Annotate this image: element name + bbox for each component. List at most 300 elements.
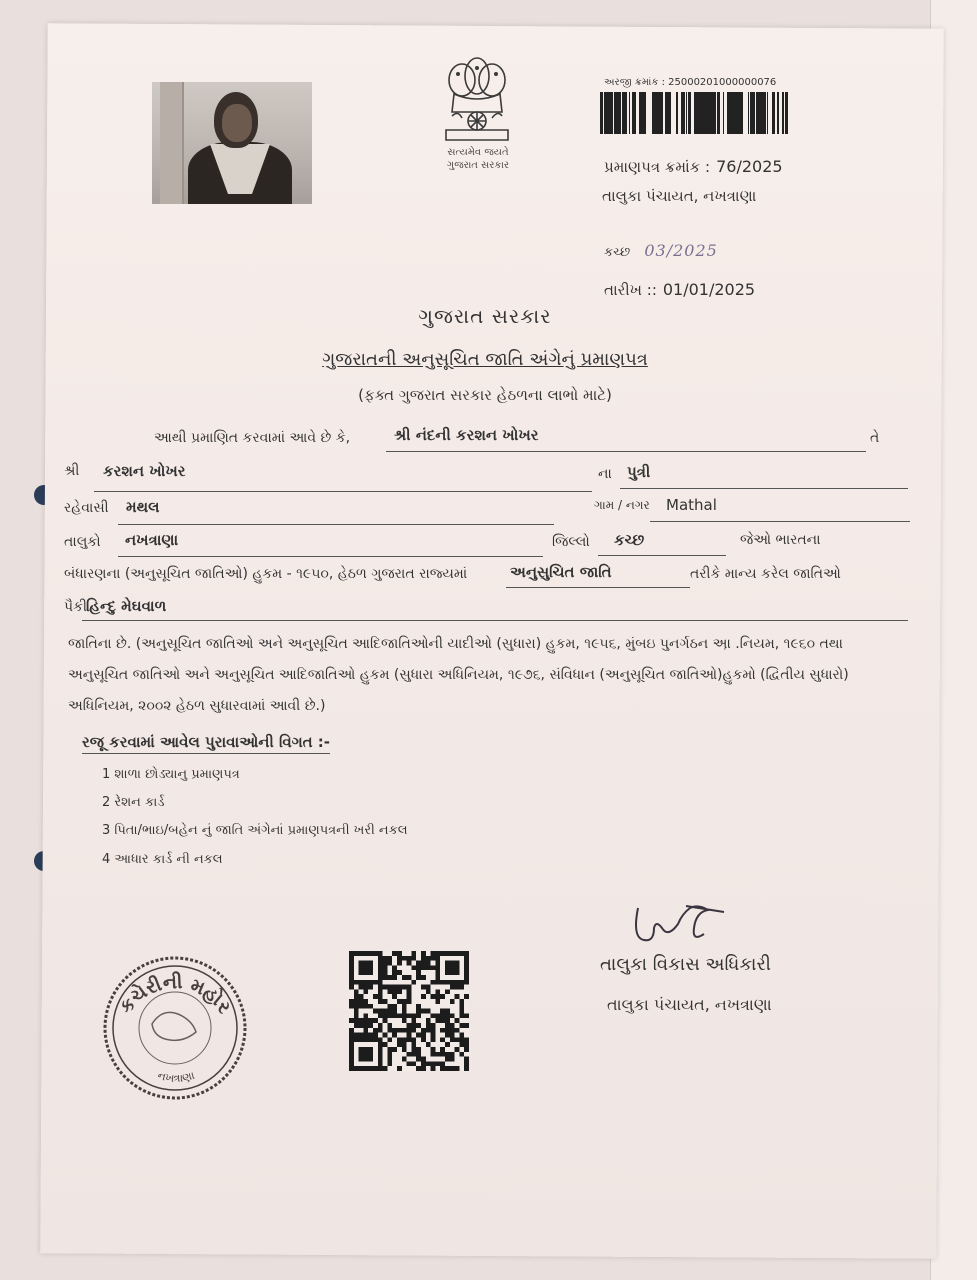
barcode-bar (727, 92, 729, 134)
qr-module (402, 1042, 407, 1047)
barcode-bar (689, 92, 690, 134)
barcode-bar (616, 92, 618, 134)
barcode-bar (676, 92, 677, 134)
qr-module (450, 1052, 455, 1057)
qr-module (373, 1009, 378, 1014)
svg-text:કચેરીની મહોર (115, 971, 236, 1018)
qr-module (407, 989, 412, 994)
evidence-item: 1 શાળા છોડ્યાનુ પ્રમાણપત્ર (102, 767, 240, 782)
certificate-subtitle: (ફક્ત ગુજરાત સરકાર હેઠળના લાભો માટે) (358, 386, 612, 404)
qr-module (402, 956, 407, 961)
qr-module (354, 1023, 359, 1028)
category-rule (506, 587, 690, 588)
barcode-bar (697, 92, 698, 134)
qr-module (416, 970, 421, 975)
qr-module (459, 1004, 464, 1009)
taluka-value: નખત્રાણા (125, 531, 179, 549)
qr-module (383, 1018, 388, 1023)
barcode-bar (742, 92, 743, 134)
qr-module (383, 965, 388, 970)
qr-module (402, 1057, 407, 1062)
qr-module (363, 1028, 368, 1033)
evidence-item: 4 આધાર કાર્ડ ની નકલ (102, 852, 223, 867)
qr-module (359, 1033, 364, 1038)
qr-module (392, 1009, 397, 1014)
qr-module (359, 985, 364, 990)
qr-module (383, 970, 388, 975)
evidence-item: 3 પિતા/ભાઇ/બહેન નું જાતિ અંગેનાં પ્રમાણપત્રની ખરી નકલ (102, 823, 408, 838)
qr-module (383, 1033, 388, 1038)
qr-module (421, 1009, 426, 1014)
qr-module (383, 961, 388, 966)
caste-value: હિન્દુ મેઘવાળ (86, 597, 167, 615)
caste-rule (82, 620, 908, 621)
qr-module (383, 975, 388, 980)
qr-module (431, 965, 436, 970)
qr-module (435, 1013, 440, 1018)
qr-module (387, 989, 392, 994)
qr-module (402, 985, 407, 990)
barcode-bar (656, 92, 659, 134)
barcode-bar (717, 92, 720, 134)
qr-module (392, 951, 397, 956)
qr-module (450, 1023, 455, 1028)
barcode-bar (629, 92, 630, 134)
qr-module (383, 1013, 388, 1018)
emblem-motto: સત્યમેવ જયતે (447, 147, 509, 158)
qr-module (411, 1042, 416, 1047)
qr-module (359, 1023, 364, 1028)
qr-module (431, 994, 436, 999)
qr-module (387, 956, 392, 961)
qr-module (426, 1028, 431, 1033)
qr-module (383, 985, 388, 990)
emblem-caption (430, 146, 526, 172)
among-label: પૈકી (64, 599, 87, 615)
village-english: Mathal (666, 496, 717, 514)
qr-module (464, 1047, 469, 1052)
intro-label: આથી પ્રમાણિત કરવામાં આવે છે કે, (154, 430, 351, 446)
category-value: અનુસુચિત જાતિ (510, 563, 612, 581)
barcode-bar (760, 92, 761, 134)
qr-module (363, 1004, 368, 1009)
certificate-number-value: 76/2025 (716, 157, 783, 176)
qr-module (392, 1047, 397, 1052)
applicant-photo (152, 82, 312, 204)
qr-module (397, 989, 402, 994)
qr-module (383, 956, 388, 961)
qr-module (354, 999, 359, 1004)
issue-date-label: તારીખ :: (604, 281, 657, 299)
qr-module (383, 1042, 388, 1047)
qr-module (435, 1052, 440, 1057)
qr-module (373, 1028, 378, 1033)
qr-module (407, 1061, 412, 1066)
barcode-bar (665, 92, 667, 134)
qr-module (378, 989, 383, 994)
qr-module (373, 1033, 378, 1038)
qr-module (435, 994, 440, 999)
qr-module (387, 1057, 392, 1062)
qr-module (359, 994, 364, 999)
qr-module (416, 1013, 421, 1018)
india-text: જેઓ ભારતના (740, 532, 821, 548)
qr-module (431, 951, 436, 956)
barcode-bar (640, 92, 641, 134)
issue-date-value: 01/01/2025 (662, 280, 756, 299)
qr-module (445, 1042, 450, 1047)
qr-module (464, 1013, 469, 1018)
qr-module (397, 1042, 402, 1047)
qr-module (421, 1037, 426, 1042)
village-english-rule (650, 521, 910, 522)
qr-module (445, 1009, 450, 1014)
qr-module (387, 1028, 392, 1033)
qr-module (450, 1033, 455, 1038)
qr-module (354, 989, 359, 994)
barcode-bar (690, 92, 691, 134)
qr-module (455, 1037, 460, 1042)
qr-module (440, 1047, 445, 1052)
qr-module (445, 1018, 450, 1023)
taluka-rule (118, 556, 543, 557)
qr-module (445, 1013, 450, 1018)
barcode-bar (729, 92, 732, 134)
qr-module (464, 1066, 469, 1071)
qr-finder (359, 1047, 373, 1061)
qr-module (387, 1052, 392, 1057)
barcode-bar (609, 92, 610, 134)
qr-module (445, 1057, 450, 1062)
qr-module (445, 1066, 450, 1071)
barcode-bar (625, 92, 627, 134)
qr-module (459, 999, 464, 1004)
qr-module (378, 1023, 383, 1028)
signatory-role: તાલુકા વિકાસ અધિકારી (600, 954, 771, 975)
qr-module (459, 1023, 464, 1028)
qr-module (421, 965, 426, 970)
evidence-title: રજૂ કરવામાં આવેલ પુરાવાઓની વિગત :- (82, 733, 330, 754)
qr-module (435, 1061, 440, 1066)
barcode-bar (782, 92, 784, 134)
qr-module (354, 1004, 359, 1009)
qr-module (431, 1052, 436, 1057)
qr-code (349, 951, 469, 1071)
qr-module (363, 1018, 368, 1023)
qr-module (421, 994, 426, 999)
barcode-bar (601, 92, 602, 134)
district-rule (598, 555, 726, 556)
barcode-bar (706, 92, 707, 134)
qr-module (397, 1066, 402, 1071)
qr-module (354, 1033, 359, 1038)
qr-module (411, 1023, 416, 1028)
qr-module (349, 1033, 354, 1038)
qr-module (368, 1004, 373, 1009)
barcode-bar (635, 92, 636, 134)
qr-module (397, 1037, 402, 1042)
government-title: ગુજરાત સરકાર (418, 304, 552, 328)
qr-module (421, 951, 426, 956)
qr-module (407, 1028, 412, 1033)
barcode-bar (686, 92, 687, 134)
barcode-bar (684, 92, 685, 134)
qr-module (363, 1013, 368, 1018)
qr-module (349, 1018, 354, 1023)
qr-module (411, 965, 416, 970)
qr-module (378, 994, 383, 999)
national-emblem-icon (432, 54, 522, 148)
qr-module (407, 1013, 412, 1018)
barcode-bar (772, 92, 774, 134)
father-name: કરશન ખોખર (103, 462, 186, 480)
qr-module (416, 1023, 421, 1028)
qr-module (392, 1013, 397, 1018)
legal-paragraph: જાતિના છે. (અનુસૂચિત જાતિઓ અને અનુસૂચિત આદિજાતિઓની યાદીઓ (સુધારા) હુકમ, ૧૯૫૬, મુંબઇ પુનર્ગઠન અ઼ા .નિયમ, ૧૯૬૦ તથા અનુસૂચિત જાતિઓ અને અનુસૂચિત આદિજાતિઓ હુકમ (સુધારા અધિનિયમ, ૧૯૭૬, સંવિધાન (અનુસૂચિત જાતિઓ)હુકમો (દ્વિતીય સુધારો) અધિનિયમ, ૨૦૦૨ હેઠળ સુધારવામાં આવી છે.) (68, 636, 849, 714)
qr-module (464, 1042, 469, 1047)
qr-module (450, 1057, 455, 1062)
barcode-bar (767, 92, 768, 134)
qr-module (416, 975, 421, 980)
qr-module (378, 1009, 383, 1014)
qr-module (459, 1037, 464, 1042)
qr-module (426, 956, 431, 961)
qr-module (392, 1033, 397, 1038)
qr-module (426, 1042, 431, 1047)
qr-module (402, 1028, 407, 1033)
barcode-bar (732, 92, 733, 134)
seal-top-text: કચેરીની મહોર (114, 971, 236, 1018)
qr-module (368, 985, 373, 990)
qr-module (459, 1009, 464, 1014)
qr-module (411, 980, 416, 985)
qr-module (459, 985, 464, 990)
barcode-bar (612, 92, 613, 134)
barcode-bar (698, 92, 700, 134)
qr-module (440, 1028, 445, 1033)
village-type-label: ગામ / નગર (594, 498, 650, 512)
qr-module (455, 1047, 460, 1052)
barcode-bar (752, 92, 753, 134)
qr-module (354, 1009, 359, 1014)
qr-module (359, 1018, 364, 1023)
barcode-bar (702, 92, 703, 134)
qr-module (349, 1028, 354, 1033)
barcode-bar (622, 92, 623, 134)
qr-module (383, 999, 388, 1004)
district-reference-label: કચ્છ (604, 245, 631, 260)
qr-module (426, 1023, 431, 1028)
qr-module (455, 1028, 460, 1033)
qr-module (411, 1052, 416, 1057)
relation-value: પુત્રી (627, 463, 651, 481)
qr-module (387, 1061, 392, 1066)
qr-module (459, 1042, 464, 1047)
barcode-bar (654, 92, 655, 134)
qr-module (392, 965, 397, 970)
qr-module (373, 1018, 378, 1023)
qr-module (387, 1047, 392, 1052)
qr-module (450, 999, 455, 1004)
qr-finder (359, 961, 373, 975)
barcode-bar (710, 92, 713, 134)
barcode-bar (754, 92, 755, 134)
qr-module (407, 1052, 412, 1057)
certificate-title: ગુજરાતની અનુસૂચિત જાતિ અંગેનું પ્રમાણપત્ર (322, 349, 648, 370)
qr-module (464, 1023, 469, 1028)
barcode-bar (738, 92, 740, 134)
qr-module (387, 1009, 392, 1014)
qr-module (349, 999, 354, 1004)
qr-module (387, 1004, 392, 1009)
qr-module (392, 970, 397, 975)
qr-module (363, 999, 368, 1004)
barcode-bar (733, 92, 736, 134)
intro-suffix: તે (870, 430, 880, 446)
barcode-bar (667, 92, 670, 134)
qr-module (459, 1052, 464, 1057)
qr-module (450, 1037, 455, 1042)
qr-module (416, 961, 421, 966)
barcode-bar (604, 92, 606, 134)
qr-module (440, 1052, 445, 1057)
barcode-bar (785, 92, 788, 134)
qr-module (407, 994, 412, 999)
qr-module (392, 1028, 397, 1033)
qr-module (455, 1018, 460, 1023)
district-value: કચ્છ (614, 531, 645, 549)
qr-module (431, 1066, 436, 1071)
qr-module (431, 1023, 436, 1028)
qr-module (411, 1037, 416, 1042)
barcode-bar (614, 92, 616, 134)
qr-module (378, 999, 383, 1004)
qr-module (450, 1028, 455, 1033)
qr-module (397, 961, 402, 966)
qr-module (435, 1018, 440, 1023)
district-label: જિલ્લો (552, 534, 590, 550)
barcode-bar (661, 92, 663, 134)
qr-module (455, 1066, 460, 1071)
emblem-government: ગુજરાત સરકાર (446, 160, 510, 171)
qr-module (440, 1061, 445, 1066)
qr-module (397, 1028, 402, 1033)
qr-module (411, 1028, 416, 1033)
resident-label: રહેવાસી (64, 500, 109, 516)
qr-module (426, 985, 431, 990)
barcode-bar (757, 92, 759, 134)
qr-module (464, 1061, 469, 1066)
evidence-item: 2 રેશન કાર્ડ (102, 795, 165, 810)
qr-module (407, 985, 412, 990)
qr-module (445, 989, 450, 994)
qr-module (440, 1013, 445, 1018)
qr-module (416, 1047, 421, 1052)
taluka-label: તાલુકો (64, 534, 101, 550)
qr-module (421, 956, 426, 961)
barcode-bar (736, 92, 738, 134)
qr-module (426, 1018, 431, 1023)
qr-module (421, 975, 426, 980)
qr-module (392, 994, 397, 999)
constitution-text: બંધારણના (અનુસૂચિત જાતિઓ) હુકમ - ૧૯૫૦, હેઠળ ગુજરાત રાજ્યમાં (64, 566, 468, 582)
qr-module (459, 1033, 464, 1038)
qr-module (407, 1023, 412, 1028)
barcode-bar (694, 92, 697, 134)
barcode-bar (623, 92, 625, 134)
barcode-bar (764, 92, 766, 134)
qr-module (431, 1028, 436, 1033)
qr-module (416, 1066, 421, 1071)
qr-module (368, 1018, 373, 1023)
qr-module (407, 961, 412, 966)
qr-module (363, 1023, 368, 1028)
qr-module (416, 1052, 421, 1057)
issue-date (604, 280, 755, 299)
qr-module (397, 956, 402, 961)
qr-module (459, 1013, 464, 1018)
barcode-bar (632, 92, 634, 134)
barcode-bar (618, 92, 621, 134)
qr-module (349, 985, 354, 990)
qr-module (416, 1033, 421, 1038)
barcode-bar (641, 92, 643, 134)
qr-module (354, 1013, 359, 1018)
father-prefix: શ્રી (64, 463, 80, 479)
barcode-bar (703, 92, 706, 134)
barcode-bar (753, 92, 754, 134)
qr-module (421, 1028, 426, 1033)
qr-module (407, 956, 412, 961)
qr-module (431, 980, 436, 985)
office-seal (100, 954, 250, 1102)
qr-module (411, 1018, 416, 1023)
qr-module (445, 1052, 450, 1057)
qr-module (445, 1033, 450, 1038)
qr-module (431, 1033, 436, 1038)
qr-module (363, 989, 368, 994)
qr-module (426, 1009, 431, 1014)
barcode-bar (644, 92, 646, 134)
village-rule (118, 524, 554, 525)
barcode-bar (681, 92, 682, 134)
barcode-bar (682, 92, 683, 134)
barcode-bar (655, 92, 656, 134)
qr-module (402, 999, 407, 1004)
qr-module (359, 999, 364, 1004)
barcode-bar (761, 92, 764, 134)
seal-bottom-text: નખત્રાણા (155, 1068, 196, 1085)
barcode-bar (750, 92, 752, 134)
signatory-office: તાલુકા પંચાયત, નખત્રાણા (607, 995, 772, 1014)
barcode-bar (634, 92, 635, 134)
barcode-bar (677, 92, 678, 134)
qr-module (378, 1013, 383, 1018)
qr-module (397, 970, 402, 975)
application-number (604, 77, 776, 88)
qr-module (387, 975, 392, 980)
barcode (600, 92, 790, 134)
qr-module (411, 1061, 416, 1066)
barcode-bar (723, 92, 724, 134)
qr-module (407, 1033, 412, 1038)
qr-module (383, 1066, 388, 1071)
barcode-bar (683, 92, 684, 134)
barcode-bar (652, 92, 654, 134)
qr-module (368, 1033, 373, 1038)
qr-module (435, 989, 440, 994)
barcode-bar (670, 92, 671, 134)
